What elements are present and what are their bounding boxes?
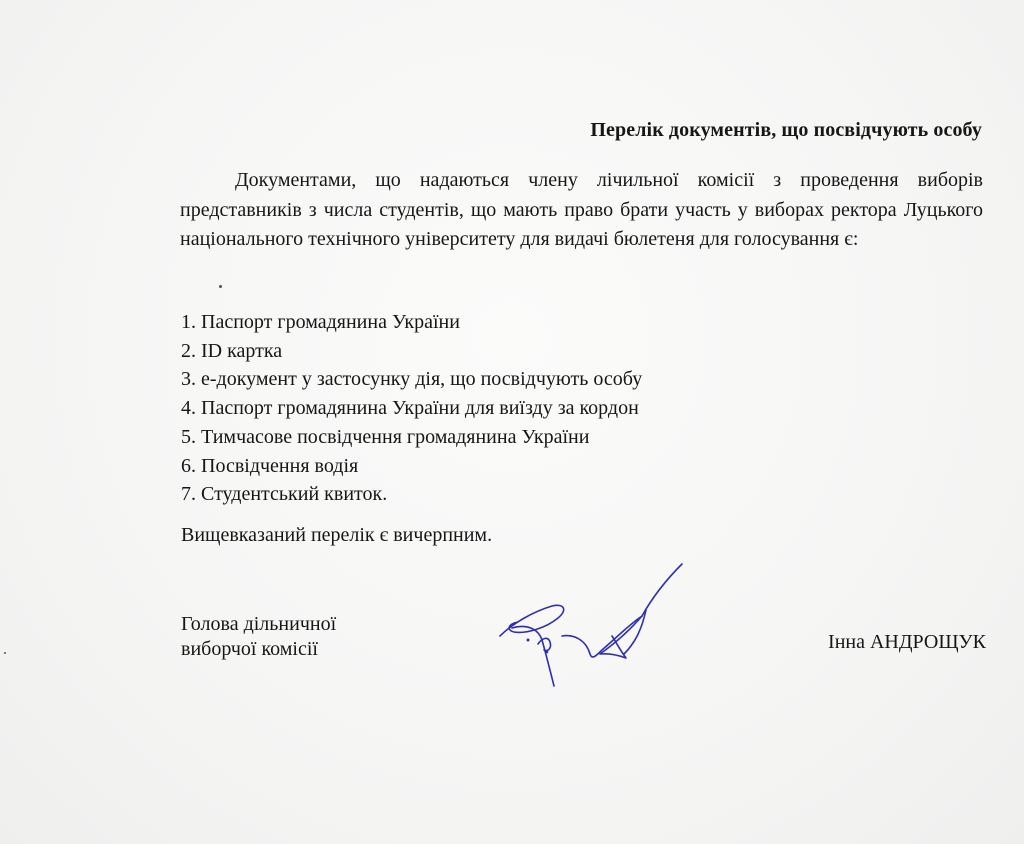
intro-paragraph: Документами, що надаються члену лічильної комісії з проведення виборів представників з числа студентів, що мають право брати участь у виборах ректора Луцького національного технічного університету для видачі бюлетеня для голосування є:	[180, 169, 983, 250]
signature-dot	[546, 651, 549, 654]
position-line-2: виборчої комісії	[181, 638, 318, 660]
list-item: 4. Паспорт громадянина України для виїзду за кордон	[181, 397, 639, 420]
position-line-1: Голова дільничної	[181, 613, 337, 635]
list-item: 2. ID картка	[181, 339, 283, 362]
document-title: Перелік документів, що посвідчують особу	[590, 119, 982, 141]
documents-list	[181, 308, 642, 509]
paper-speck	[219, 285, 222, 288]
closing-statement: Вищевказаний перелік є вичерпним.	[181, 524, 493, 546]
signer-name: Інна АНДРОЩУК	[828, 631, 986, 653]
list-item: 6. Посвідчення водія	[181, 454, 359, 477]
signature-dot	[527, 639, 530, 642]
signatory-position	[181, 612, 336, 662]
list-item: 7. Студентський квиток.	[181, 483, 388, 506]
handwritten-signature	[492, 558, 692, 698]
list-item: 3. е-документ у застосунку дія, що посвідчують особу	[181, 368, 643, 391]
paper-speck	[4, 652, 6, 654]
list-item: 1. Паспорт громадянина України	[181, 311, 460, 333]
list-item: 5. Тимчасове посвідчення громадянина України	[181, 425, 590, 448]
